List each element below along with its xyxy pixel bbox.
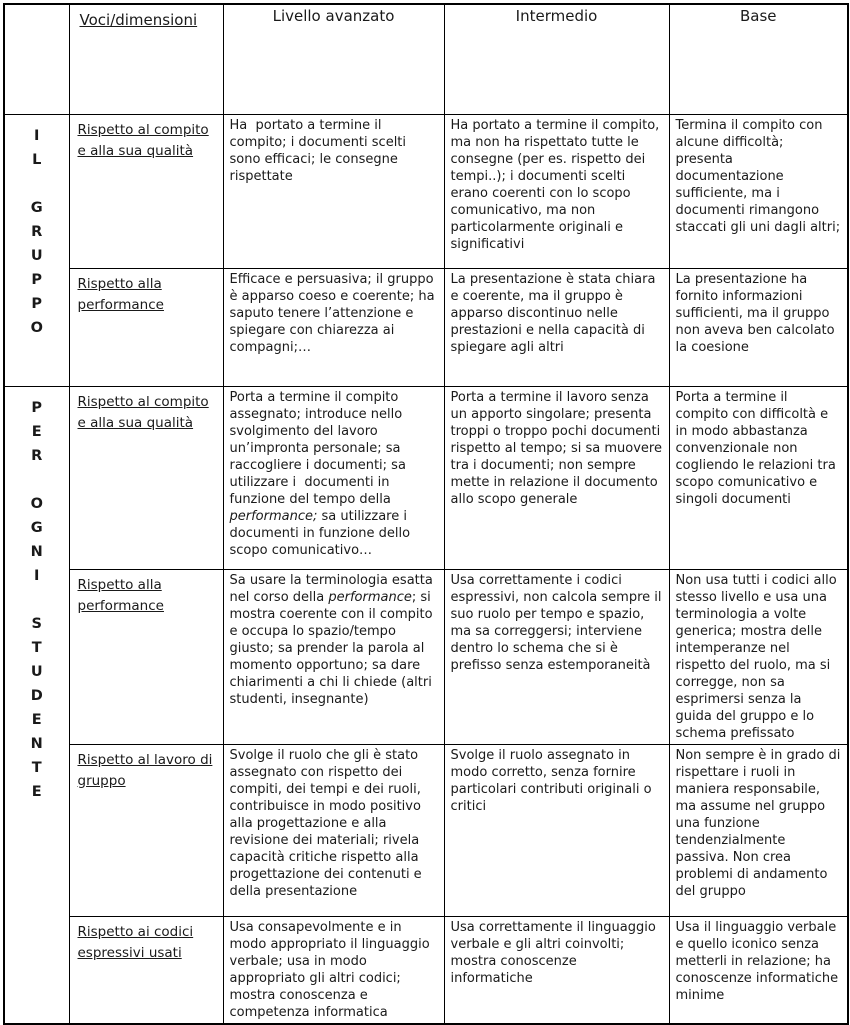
row-label: Rispetto al lavoro di gruppo (77, 751, 213, 789)
row-label-cell (69, 916, 223, 1024)
cell-studente-lavoro-intermedio: Svolge il ruolo assegnato in modo corretto, senza fornire particolari contributi originali o critici (444, 744, 669, 916)
row-label-cell (69, 268, 223, 386)
level-header-avanzato: Livello avanzato (223, 4, 444, 114)
cell-gruppo-compito-base: Termina il compito con alcune difficoltà; presenta documentazione sufficiente, ma i documenti rimangono staccati gli uni dagli altri; (669, 114, 848, 268)
row-label: Rispetto al compito e alla sua qualità (77, 393, 209, 431)
cell-studente-performance-intermedio: Usa correttamente i codici espressivi, non calcola sempre il suo ruolo per tempo e spazio, ma sa correggersi; interviene dentro lo schema che si è prefisso senza estemporaneità (444, 569, 669, 744)
row-studente-performance (4, 569, 848, 744)
cell-studente-performance-avanzato: Sa usare la terminologia esatta nel corso della performance; si mostra coerente con il compito e occupa lo spazio/tempo giusto; sa prender la parola al momento opportuno; sa dare chiarimenti a chi li chiede (altri studenti, insegnante) (223, 569, 444, 744)
voci-dimensioni-header (69, 4, 223, 114)
row-label: Rispetto ai codici espressivi usati (77, 923, 194, 961)
row-label: Rispetto al compito e alla sua qualità (77, 121, 209, 159)
row-label-cell (69, 114, 223, 268)
rubric-table (3, 3, 849, 1025)
row-label: Rispetto alla performance (77, 275, 164, 313)
cell-studente-compito-intermedio: Porta a termine il lavoro senza un apporto singolare; presenta troppi o troppo pochi documenti rispetto al tempo; si sa muovere tra i documenti; non sempre mette in relazione il documento allo scopo generale (444, 386, 669, 569)
row-label-cell (69, 744, 223, 916)
cell-studente-codici-intermedio: Usa correttamente il linguaggio verbale e gli altri coinvolti; mostra conoscenze informatiche (444, 916, 669, 1024)
row-studente-codici-espressivi (4, 916, 848, 1024)
cell-gruppo-compito-avanzato: Ha portato a termine il compito; i documenti scelti sono efficaci; le consegne rispettate (223, 114, 444, 268)
cell-studente-lavoro-base: Non sempre è in grado di rispettare i ruoli in maniera responsabile, ma assume nel gruppo una funzione tendenzialmente passiva. Non crea problemi di andamento del gruppo (669, 744, 848, 916)
header-row (4, 4, 848, 114)
row-label: Rispetto alla performance (77, 576, 164, 614)
cell-studente-codici-avanzato: Usa consapevolmente e in modo appropriato il linguaggio verbale; usa in modo appropriato gli altri codici; mostra conoscenza e competenza informatica (223, 916, 444, 1024)
corner-cell (4, 4, 69, 114)
row-gruppo-performance (4, 268, 848, 386)
group-label-per-ogni-studente: P E R O G N I S T U D E N T E (4, 386, 69, 1024)
row-studente-lavoro-di-gruppo (4, 744, 848, 916)
cell-studente-lavoro-avanzato: Svolge il ruolo che gli è stato assegnato con rispetto dei compiti, dei tempi e dei ruoli, contribuisce in modo positivo alla progettazione e alla revisione dei materiali; rivela capacità critiche rispetto alla progettazione dei contenuti e della presentazione (223, 744, 444, 916)
cell-studente-codici-base: Usa il linguaggio verbale e quello iconico senza metterli in relazione; ha conoscenze informatiche minime (669, 916, 848, 1024)
row-studente-compito (4, 386, 848, 569)
cell-studente-compito-avanzato: Porta a termine il compito assegnato; introduce nello svolgimento del lavoro un’impronta personale; sa raccogliere i documenti; sa utilizzare i documenti in funzione del tempo della performance; sa utilizzare i documenti in funzione dello scopo comunicativo… (223, 386, 444, 569)
voci-dimensioni-label: Voci/dimensioni (79, 11, 198, 29)
cell-gruppo-performance-intermedio: La presentazione è stata chiara e coerente, ma il gruppo è apparso discontinuo nelle prestazioni e nella capacità di spiegare agli altri (444, 268, 669, 386)
row-label-cell (69, 569, 223, 744)
cell-studente-performance-base: Non usa tutti i codici allo stesso livello e usa una terminologia a volte generica; mostra delle intemperanze nel rispetto del ruolo, ma si corregge, non sa esprimersi senza la guida del gruppo e lo schema prefissato (669, 569, 848, 744)
cell-gruppo-compito-intermedio: Ha portato a termine il compito, ma non ha rispettato tutte le consegne (per es. rispetto dei tempi..); i documenti scelti erano coerenti con lo scopo comunicativo, ma non particolarmente originali e significativi (444, 114, 669, 268)
group-label-il-gruppo: I L G R U P P O (4, 114, 69, 386)
level-header-base: Base (669, 4, 848, 114)
row-label-cell (69, 386, 223, 569)
level-header-intermedio: Intermedio (444, 4, 669, 114)
cell-gruppo-performance-base: La presentazione ha fornito informazioni sufficienti, ma il gruppo non aveva ben calcolato la coesione (669, 268, 848, 386)
row-gruppo-compito (4, 114, 848, 268)
cell-studente-compito-base: Porta a termine il compito con difficoltà e in modo abbastanza convenzionale non cogliendo le relazioni tra scopo comunicativo e singoli documenti (669, 386, 848, 569)
cell-gruppo-performance-avanzato: Efficace e persuasiva; il gruppo è apparso coeso e coerente; ha saputo tenere l’attenzione e spiegare con chiarezza ai compagni;… (223, 268, 444, 386)
